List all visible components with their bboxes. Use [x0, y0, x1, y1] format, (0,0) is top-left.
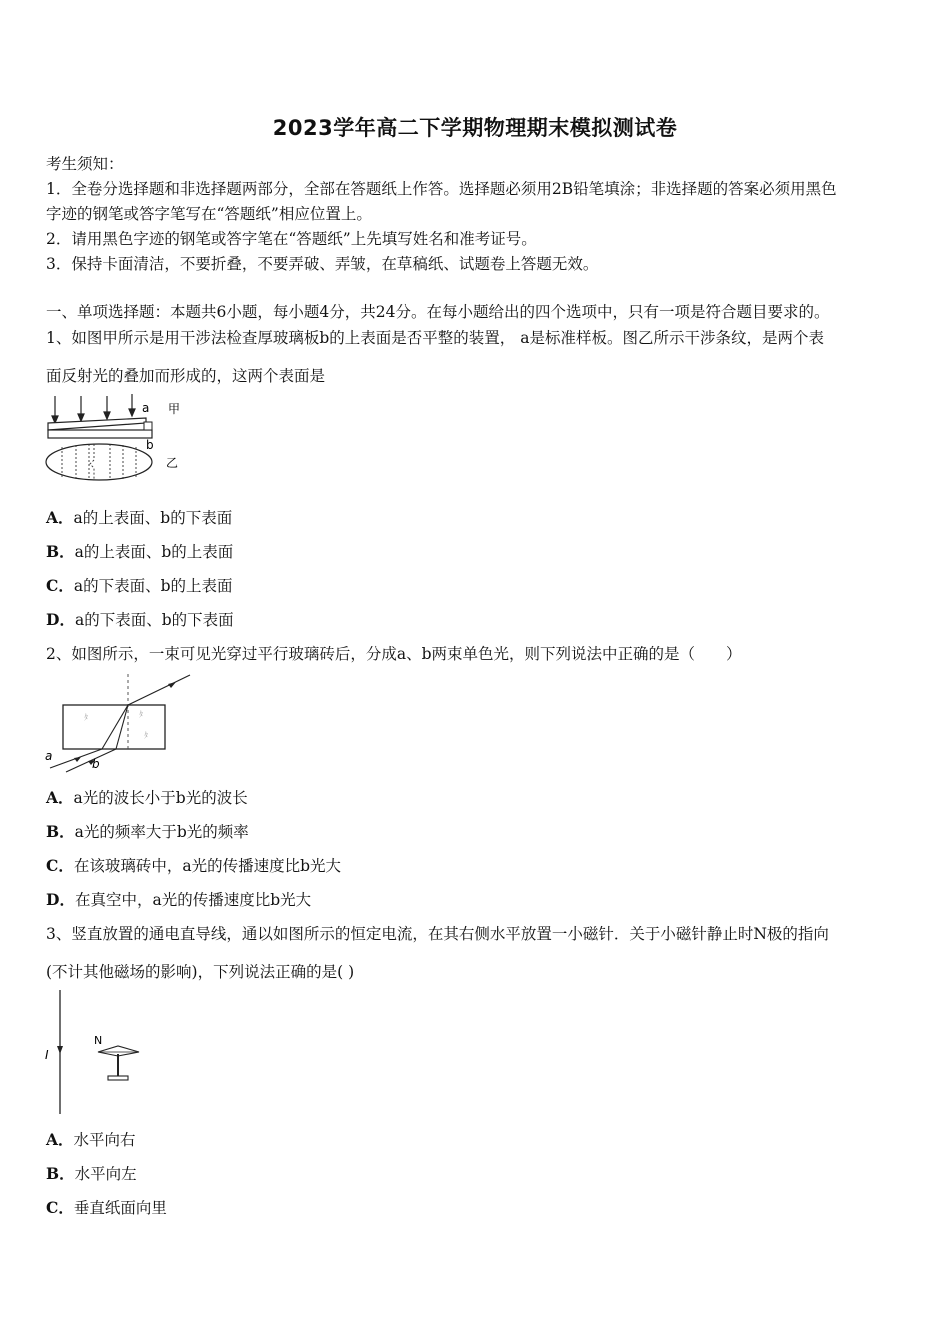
q2-option-b[interactable]: B．a光的频率大于b光的频率 [46, 822, 249, 841]
q1-stem-line2: 面反射光的叠加而形成的，这两个表面是 [46, 367, 326, 385]
section-heading: 一、单项选择题：本题共6小题，每小题4分，共24分。在每小题给出的四个选项中，只有一项是符合题目要求的。 [46, 303, 830, 321]
q2-glass-brick-figure [44, 672, 204, 776]
q3-wire-compass-figure [40, 988, 150, 1118]
q3-option-b[interactable]: B．水平向左 [46, 1164, 137, 1183]
q1-label-b: b [146, 438, 154, 452]
notice-item-3: 3．保持卡面清洁，不要折叠，不要弄破、弄皱，在草稿纸、试题卷上答题无效。 [46, 255, 599, 273]
q2-label-a: a [45, 749, 53, 763]
q1-option-d[interactable]: D．a的下表面、b的下表面 [46, 610, 234, 629]
q2-option-c[interactable]: C．在该玻璃砖中，a光的传播速度比b光大 [46, 856, 342, 875]
q1-stem-line1: 1、如图甲所示是用干涉法检查厚玻璃板b的上表面是否平整的装置， a是标准样板。图乙所示干涉条纹，是两个表 [46, 329, 824, 347]
q1-option-c[interactable]: C．a的下表面、b的上表面 [46, 576, 233, 595]
q2-option-a[interactable]: A．a光的波长小于b光的波长 [46, 788, 248, 807]
q1-option-a[interactable]: A．a的上表面、b的下表面 [46, 508, 233, 527]
q1-label-a: a [142, 401, 150, 415]
q3-label-i: I [45, 1048, 49, 1062]
notice-item-2: 2．请用黑色字迹的钢笔或答字笔在“答题纸”上先填写姓名和准考证号。 [46, 230, 537, 248]
q3-option-c[interactable]: C．垂直纸面向里 [46, 1198, 167, 1217]
q2-option-d[interactable]: D．在真空中，a光的传播速度比b光大 [46, 890, 312, 909]
q3-label-n: N [94, 1034, 103, 1047]
svg-text:ﾀ: ﾀ [84, 713, 88, 722]
q3-stem-line2: (不计其他磁场的影响)，下列说法正确的是( ) [46, 963, 355, 981]
notice-item-1: 1．全卷分选择题和非选择题两部分，全部在答题纸上作答。选择题必须用2B铅笔填涂；非选择题的答案必须用黑色 [46, 180, 837, 198]
q1-label-yi: 乙 [166, 456, 179, 470]
q2-stem-line1: 2、如图所示，一束可见光穿过平行玻璃砖后，分成a、b两束单色光，则下列说法中正确的是（ ） [46, 645, 742, 663]
page-title: 2023学年高二下学期物理期末模拟测试卷 [272, 116, 678, 140]
q1-label-jia: 甲 [168, 402, 181, 416]
q1-option-b[interactable]: B．a的上表面、b的上表面 [46, 542, 234, 561]
q3-stem-line1: 3、竖直放置的通电直导线，通以如图所示的恒定电流，在其右侧水平放置一小磁针．关于小磁针静止时N极的指向 [46, 925, 829, 943]
q1-interference-figure [44, 392, 194, 492]
svg-text:ﾀ: ﾀ [139, 710, 143, 719]
notice-heading: 考生须知： [46, 155, 124, 173]
notice-item-1-cont: 字迹的钢笔或答字笔写在“答题纸”相应位置上。 [46, 205, 372, 223]
svg-text:ﾀ: ﾀ [144, 731, 148, 740]
q3-option-a[interactable]: A．水平向右 [46, 1130, 136, 1149]
q2-label-b: b [92, 757, 100, 771]
